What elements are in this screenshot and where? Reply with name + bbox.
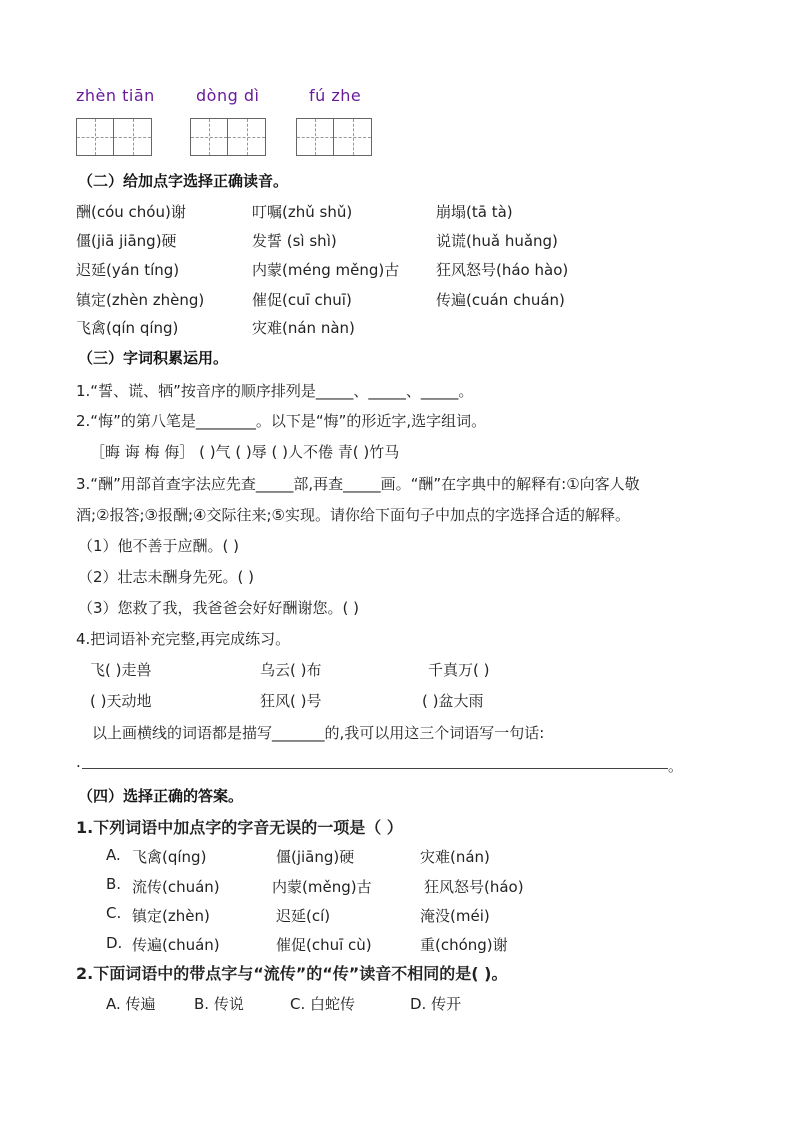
s3-question-1: 1.“誓、谎、牺”按音序的顺序排列是_____、_____、_____。 (76, 382, 474, 400)
s2-item: 说谎(huǎ huǎng) (436, 232, 558, 250)
option-label: C. (106, 904, 122, 922)
option-item: 狂风怒号(háo) (424, 878, 524, 896)
section-2-title: （二）给加点字选择正确读音。 (78, 172, 289, 190)
s3-question-3b: （2）壮志未酬身先死。( ) (78, 568, 255, 586)
s3-question-3c: （3）您救了我，我爸爸会好好酬谢您。( ) (78, 599, 360, 617)
s2-item: 灾难(nán nàn) (252, 319, 355, 337)
s2-item: 叮嘱(zhǔ shǔ) (252, 203, 353, 221)
s4-question-2: 2.下面词语中的带点字与“流传”的“传”读音不相同的是( )。 (76, 964, 508, 983)
option-item: 镇定(zhèn) (132, 907, 210, 925)
option-item: 迟延(cí) (276, 907, 331, 925)
s2-item: 酬(cóu chóu)谢 (76, 203, 186, 221)
s2-item: 迟延(yán tíng) (76, 261, 180, 279)
s2-item: 僵(jiā jiāng)硬 (76, 232, 177, 250)
s2-item: 镇定(zhèn zhèng) (76, 291, 205, 309)
s2-item: 发誓 (sì shì) (252, 232, 337, 250)
option-item: A. 传遍 (106, 995, 156, 1013)
pinyin-3: fú zhe (309, 86, 362, 105)
writing-grid-1[interactable] (76, 118, 152, 156)
writing-grid-3[interactable] (296, 118, 372, 156)
s3-question-3-line1: 3.“酬”用部首查字法应先查_____部,再查_____画。“酬”在字典中的解释有:①向客人敬 (76, 475, 640, 493)
s2-item: 传遍(cuán chuán) (436, 291, 565, 309)
s3-q4-word: 乌云( )布 (260, 661, 322, 679)
option-label: D. (106, 934, 123, 952)
option-item: B. 传说 (194, 995, 244, 1013)
writing-grid-2[interactable] (190, 118, 266, 156)
s2-item: 崩塌(tā tà) (436, 203, 513, 221)
pinyin-2: dòng dì (196, 86, 260, 105)
option-item: 僵(jiāng)硬 (276, 848, 355, 866)
option-label: A. (106, 846, 121, 864)
option-item: D. 传开 (410, 995, 462, 1013)
section-4-title: （四）选择正确的答案。 (78, 787, 244, 805)
s3-q4-word: ( )天动地 (90, 692, 152, 710)
option-item: 重(chóng)谢 (420, 936, 508, 954)
s2-item: 内蒙(méng měng)古 (252, 261, 400, 279)
s3-question-2-options: ［晦 诲 梅 侮］ ( )气 ( )辱 ( )人不倦 青( )竹马 (90, 443, 400, 461)
s3-question-3a: （1）他不善于应酬。( ) (78, 537, 240, 555)
s2-item: 狂风怒号(háo hào) (436, 261, 569, 279)
s3-q4-dot: . (76, 753, 81, 771)
s3-q4-end: 。 (668, 757, 684, 775)
s3-question-3-line2: 酒;②报答;③报酬;④交际往来;⑤实现。请你给下面句子中加点的字选择合适的解释。 (76, 506, 631, 524)
s3-question-2: 2.“悔”的第八笔是________。以下是“悔”的形近字,选字组词。 (76, 412, 487, 430)
option-label: B. (106, 875, 122, 893)
s3-q4-word: ( )盆大雨 (422, 692, 484, 710)
s3-q4-word: 飞( )走兽 (90, 661, 152, 679)
s2-item: 飞禽(qín qíng) (76, 319, 179, 337)
option-item: 催促(chuī cù) (276, 936, 372, 954)
option-item: 流传(chuán) (132, 878, 220, 896)
s4-question-1: 1.下列词语中加点字的字音无误的一项是（ ） (76, 818, 403, 837)
s2-item: 催促(cuī chuī) (252, 291, 352, 309)
option-item: 传遍(chuán) (132, 936, 220, 954)
s3-question-4: 4.把词语补充完整,再完成练习。 (76, 630, 291, 648)
s3-q4-sentence: 以上画横线的词语都是描写_______的,我可以用这三个词语写一句话: (92, 724, 545, 742)
option-item: 灾难(nán) (420, 848, 490, 866)
s3-q4-word: 狂风( )号 (260, 692, 322, 710)
option-item: 淹没(méi) (420, 907, 490, 925)
answer-line[interactable] (82, 768, 668, 769)
option-item: C. 白蛇传 (290, 995, 356, 1013)
s3-q4-word: 千真万( ) (428, 661, 490, 679)
pinyin-1: zhèn tiān (76, 86, 155, 105)
option-item: 飞禽(qíng) (132, 848, 207, 866)
section-3-title: （三）字词积累运用。 (78, 349, 229, 367)
option-item: 内蒙(měng)古 (272, 878, 372, 896)
